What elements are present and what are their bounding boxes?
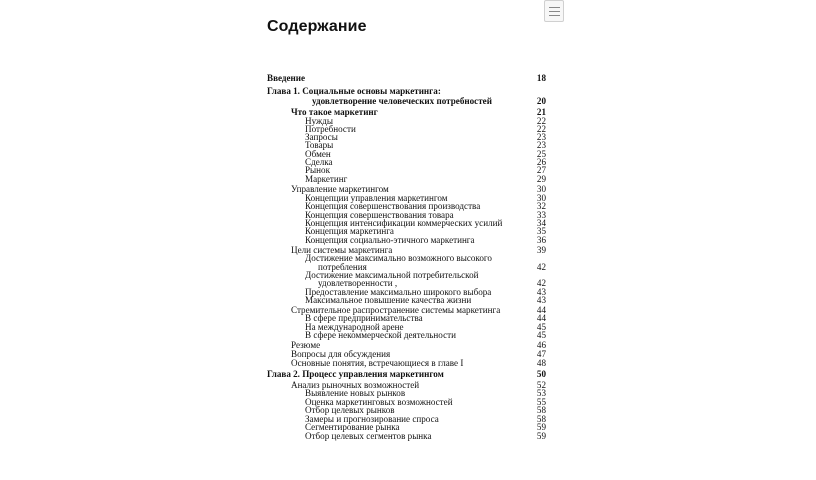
toc-entry: На международной арене bbox=[305, 322, 404, 332]
toc-entry: потребления bbox=[318, 262, 367, 272]
toc-page-number: 27 bbox=[536, 165, 546, 175]
toc-page-number: 45 bbox=[536, 322, 546, 332]
toc-entry: Достижение максимально возможного высокого bbox=[305, 253, 492, 263]
toc-page-number: 26 bbox=[536, 157, 546, 167]
toc-page-number: 59 bbox=[536, 431, 546, 441]
toc-entry: Товары bbox=[305, 140, 334, 150]
toc-entry: Маркетинг bbox=[305, 174, 348, 184]
toc-entry: В сфере некоммерческой деятельности bbox=[305, 330, 456, 340]
toc-page-number: 43 bbox=[536, 287, 546, 297]
toc-entry: Выявление новых рынков bbox=[305, 388, 406, 398]
toc-page-number: 42 bbox=[536, 278, 546, 288]
toc-page-number: 29 bbox=[536, 174, 546, 184]
toc-page-number: 39 bbox=[536, 245, 546, 255]
toc-entry: Анализ рыночных возможностей bbox=[291, 380, 420, 390]
toc-page-number: 58 bbox=[536, 405, 546, 415]
toc-entry: Что такое маркетинг bbox=[291, 107, 378, 117]
toc-page-number: 20 bbox=[536, 96, 546, 106]
toc-page-number: 32 bbox=[536, 201, 546, 211]
toc-page-number: 43 bbox=[536, 295, 546, 305]
toc-entry: Цели системы маркетинга bbox=[291, 245, 393, 255]
toc-entry: Замеры и прогнозирование спроса bbox=[305, 414, 439, 424]
toc-page-number: 44 bbox=[536, 305, 546, 315]
toc-page-number: 25 bbox=[536, 149, 546, 159]
toc-entry: Сегментирование рынка bbox=[305, 422, 400, 432]
toc-page-number: 52 bbox=[536, 380, 546, 390]
toc-entry: Управление маркетингом bbox=[291, 184, 389, 194]
toc-entry: Концепция интенсификации коммерческих усилий bbox=[305, 218, 503, 228]
toc-page-number: 46 bbox=[536, 340, 546, 350]
toc-entry: Предоставление максимально широкого выбора bbox=[305, 287, 492, 297]
toc-page-number: 22 bbox=[536, 116, 546, 126]
toc-entry: Глава 2. Процесс управления маркетингом bbox=[267, 369, 444, 379]
toc-entry: Основные понятия, встречающиеся в главе I bbox=[291, 358, 464, 368]
toc-page-number: 22 bbox=[536, 124, 546, 134]
toc-page-number: 44 bbox=[536, 313, 546, 323]
menu-icon[interactable] bbox=[544, 0, 564, 22]
toc-page-number: 45 bbox=[536, 330, 546, 340]
toc-page-number: 48 bbox=[536, 358, 546, 368]
toc-entry: Концепция социально-этичного маркетинга bbox=[305, 235, 475, 245]
toc-page-number: 21 bbox=[536, 107, 546, 117]
toc-page-number: 30 bbox=[536, 193, 546, 203]
toc-page-number: 58 bbox=[536, 414, 546, 424]
toc-page-number: 47 bbox=[536, 349, 546, 359]
toc-page-number: 30 bbox=[536, 184, 546, 194]
toc-entry: Концепция совершенствования товара bbox=[305, 210, 454, 220]
toc-entry: Отбор целевых сегментов рынка bbox=[305, 431, 432, 441]
toc-entry: Потребности bbox=[305, 124, 356, 134]
toc-entry: Достижение максимальной потребительской bbox=[305, 270, 479, 280]
toc-entry: В сфере предпринимательства bbox=[305, 313, 423, 323]
toc-page-number: 33 bbox=[536, 210, 546, 220]
toc-page-number: 55 bbox=[536, 397, 546, 407]
toc-entry: Резюме bbox=[291, 340, 321, 350]
toc-entry: Концепция маркетинга bbox=[305, 226, 394, 236]
toc-entry: Глава 1. Социальные основы маркетинга: bbox=[267, 86, 441, 96]
toc-entry: Концепции управления маркетингом bbox=[305, 193, 448, 203]
toc-page-number: 23 bbox=[536, 132, 546, 142]
toc-entry: Оценка маркетинговых возможностей bbox=[305, 397, 453, 407]
toc-page-number: 35 bbox=[536, 226, 546, 236]
page-title: Содержание bbox=[267, 18, 367, 35]
toc-page-number: 34 bbox=[536, 218, 546, 228]
toc-entry: Стремительное распространение системы маркетинга bbox=[291, 305, 501, 315]
toc-entry: Введение bbox=[267, 73, 306, 83]
toc-entry: удовлетворенности , bbox=[318, 278, 398, 288]
toc-entry: Запросы bbox=[305, 132, 338, 142]
toc-page-number: 59 bbox=[536, 422, 546, 432]
toc-entry: Вопросы для обсуждения bbox=[291, 349, 391, 359]
toc-entry: Нужды bbox=[305, 116, 334, 126]
toc-page-number: 50 bbox=[536, 369, 546, 379]
toc-page-number: 42 bbox=[536, 262, 546, 272]
toc-entry: Сделка bbox=[305, 157, 333, 167]
toc-entry: Максимальное повышение качества жизни bbox=[305, 295, 472, 305]
toc-page-number: 36 bbox=[536, 235, 546, 245]
toc-entry: Рынок bbox=[305, 165, 330, 175]
toc-entry: Отбор целевых рынков bbox=[305, 405, 395, 415]
toc-entry: удовлетворение человеческих потребностей bbox=[312, 96, 492, 106]
toc-page-number: 23 bbox=[536, 140, 546, 150]
toc-entry: Обмен bbox=[305, 149, 331, 159]
toc-entry: Концепция совершенствования производства bbox=[305, 201, 481, 211]
toc-page-number: 18 bbox=[536, 73, 546, 83]
toc-page-number: 53 bbox=[536, 388, 546, 398]
